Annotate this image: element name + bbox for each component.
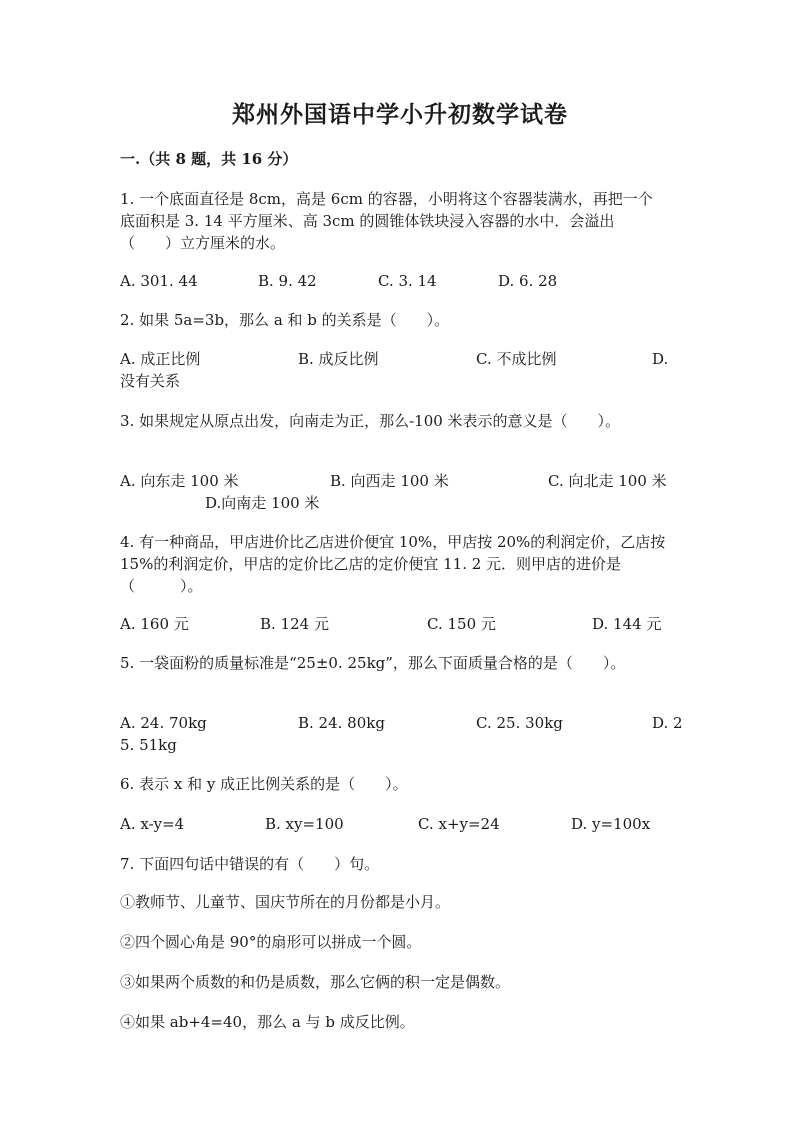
q2-option-b: B. 成反比例: [298, 350, 379, 368]
section-heading: 一.（共 8 题，共 16 分）: [120, 150, 298, 168]
q5-option-d: D. 2: [652, 714, 683, 732]
q6-option-c: C. x+y=24: [418, 815, 500, 833]
q3-stem: 3. 如果规定从原点出发，向南走为正，那么-100 米表示的意义是（ ）。: [120, 412, 621, 430]
q5-option-c: C. 25. 30kg: [476, 714, 563, 732]
q6-option-a: A. x-y=4: [120, 815, 185, 833]
q3-option-a: A. 向东走 100 米: [120, 472, 239, 490]
q4-stem-line-2: 15%的利润定价，甲店的定价比乙店的定价便宜 11. 2 元．则甲店的进价是: [120, 555, 622, 573]
q3-option-b: B. 向西走 100 米: [330, 472, 449, 490]
q4-stem-line-1: 4. 有一种商品，甲店进价比乙店进价便宜 10%，甲店按 20%的利润定价，乙店按: [120, 533, 666, 551]
page-title: 郑州外国语中学小升初数学试卷: [232, 101, 568, 128]
q1-option-d: D. 6. 28: [498, 272, 558, 290]
q3-option-c: C. 向北走 100 米: [548, 472, 667, 490]
q1-option-a: A. 301. 44: [120, 272, 198, 290]
q4-stem-line-3: （ ）。: [120, 577, 203, 595]
q6-option-d: D. y=100x: [571, 815, 651, 833]
q7-statement-4: ④如果 ab+4=40，那么 a 与 b 成反比例。: [120, 1013, 415, 1031]
q2-option-a: A. 成正比例: [120, 350, 201, 368]
q5-option-d-continued: 5. 51kg: [120, 736, 177, 754]
q2-option-d-continued: 没有关系: [120, 372, 181, 390]
q1-option-b: B. 9. 42: [258, 272, 317, 290]
q4-option-c: C. 150 元: [427, 615, 496, 633]
q2-stem: 2. 如果 5a=3b，那么 a 和 b 的关系是（ ）。: [120, 311, 450, 329]
q4-option-d: D. 144 元: [592, 615, 662, 633]
q7-stem: 7. 下面四句话中错误的有（ ）句。: [120, 855, 380, 873]
q4-option-a: A. 160 元: [120, 615, 189, 633]
q7-statement-2: ②四个圆心角是 90°的扇形可以拼成一个圆。: [120, 933, 422, 951]
q2-option-c: C. 不成比例: [476, 350, 557, 368]
q5-option-a: A. 24. 70kg: [120, 714, 207, 732]
q7-statement-1: ①教师节、儿童节、国庆节所在的月份都是小月。: [120, 893, 451, 911]
q7-statement-3: ③如果两个质数的和仍是质数，那么它俩的积一定是偶数。: [120, 973, 511, 991]
q5-stem: 5. 一袋面粉的质量标准是“25±0. 25kg”，那么下面质量合格的是（ ）。: [120, 654, 626, 672]
q6-stem: 6. 表示 x 和 y 成正比例关系的是（ ）。: [120, 775, 408, 793]
q3-option-d: D.向南走 100 米: [205, 494, 320, 512]
q1-stem-line-3: （ ）立方厘米的水。: [120, 234, 286, 252]
q1-option-c: C. 3. 14: [378, 272, 437, 290]
q6-option-b: B. xy=100: [265, 815, 344, 833]
q2-option-d: D.: [652, 350, 669, 368]
q5-option-b: B. 24. 80kg: [298, 714, 385, 732]
q4-option-b: B. 124 元: [260, 615, 329, 633]
q1-stem-line-2: 底面积是 3. 14 平方厘米、高 3cm 的圆锥体铁块浸入容器的水中．会溢出: [120, 212, 615, 230]
q1-stem-line-1: 1. 一个底面直径是 8cm，高是 6cm 的容器，小明将这个容器装满水，再把一个: [120, 190, 653, 208]
